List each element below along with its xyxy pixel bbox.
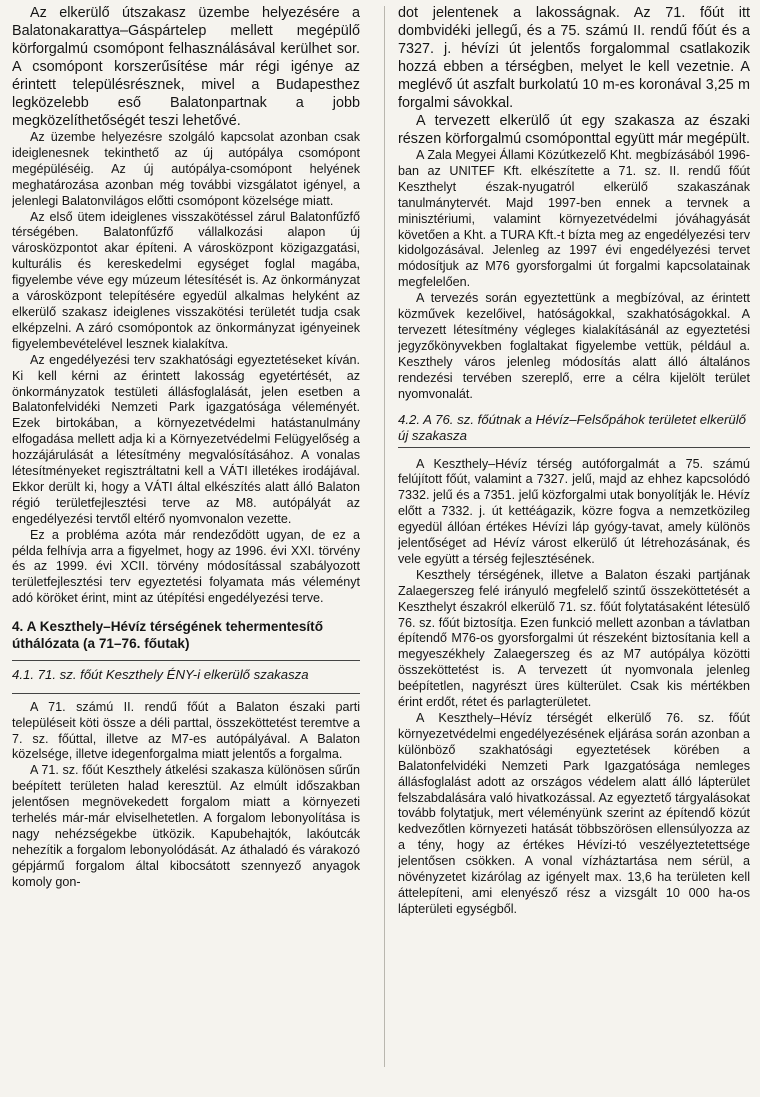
paragraph: Keszthely térségének, illetve a Balaton északi partjának Zalaegerszeg felé irányuló megfelelő szintű összeköttetését a Keszthelyt északról elkerülő 71. sz. főút folytatásaként létesülő 76. sz. főút biztosítja. Ezen funkció mellett azonban a távlatban építendő M76-os gyorsforgalmi út részeként biztosítania kell a megyeszékhely Zalaegerszeg és az M7 autópálya közötti összeköttetést is. A tervezett út nyomvonala jelenleg beépítetlen, nagyrészt üres külterület. Csak kis mértékben érint erdőt, rétet és parlagterületet. xyxy=(398,567,750,710)
right-column xyxy=(398,4,750,1097)
paragraph: A tervezett elkerülő út egy szakasza az északi részen körforgalmú csomóponttal együtt már megépült. xyxy=(398,113,750,147)
paragraph: A Zala Megyei Állami Közútkezelő Kht. megbízásából 1996-ban az UNITEF Kft. elkészítette a 71. sz. II. rendű főút Keszthelyt észak-nyugatról elkerülő szakaszának tanulmánytervét. Majd 1997-ben ennek a tervnek a minisztériumi, valamint környezetvédelmi jóváhagyását követően a Kht. a TURA Kft.-t bízta meg az engedélyezési terv kidolgozásával. Jelenleg az 1997 évi engedélyezési tervet módosítjuk az M76 gyorsforgalmi út forgalmi kapcsolatainak megfelelően. xyxy=(398,148,750,290)
paragraph-continued: dot jelentenek a lakosságnak. Az 71. főút itt dombvidéki jellegű, és a 75. számú II. rendű főút és a 7327. j. hévízi út jelentős forgalommal csatlakozik hozzá ebben a térségben, melyet le kell vezetnie. A meglévő út aszfalt burkolatú 10 m-es koronával 3,25 m forgalmi sávokkal. xyxy=(398,5,750,111)
section-4-heading: 4. A Keszthely–Hévíz térségének tehermentesítő úthálózata (a 71–76. főutak) xyxy=(12,619,324,651)
heading-rule xyxy=(12,693,360,694)
paragraph: A Keszthely–Hévíz térség autóforgalmát a 75. számú felújított főút, valamint a 7327. jelű, majd az ehhez kapcsolódó 7332. jelű és a 7351. jelű közforgalmi utak bonyolítják le. Hévíz előtt a 7332. j. út kettéágazik, közre fogva a nemzetközileg egyedül állóan értékes Hévízi láp gyógy-tavat, amely különös jelentőséget ad Hévíz várost elkerülő út létrehozásának, és vele együtt a térség fejlesztésének. xyxy=(398,456,750,566)
paragraph: A tervezés során egyeztettünk a megbízóval, az érintett közművek kezelőivel, hatóságokkal, szakhatóságokkal. A tervezett létesítmény végleges kialakításánál az egyeztetési jegyzőkönyvekben foglaltakat figyelembe vettük, például a. Keszthely város jelenleg módosítás alatt álló általános rendezési tervében szereplő, erre a célra kijelölt terület nyomvonalát. xyxy=(398,291,750,401)
spacer xyxy=(12,607,360,615)
heading-rule xyxy=(12,660,360,661)
left-column xyxy=(12,4,360,1097)
paragraph: Ez a probléma azóta már rendeződött ugyan, de ez a példa felhívja arra a figyelmet, hogy az 1996. évi XXI. törvény és az 1999. évi XCII. törvény módosítással szabályozott területfejlesztési terv egyeztetési folyamata más véleményt adó köröket érint, mint az útépítési engedélyezési terve. xyxy=(12,527,360,606)
column-divider xyxy=(384,6,385,1067)
paragraph: A Keszthely–Hévíz térségét elkerülő 76. sz. főút környezetvédelmi engedélyezésének eljárása során azonban a különböző szakhatósági egyeztetések körében a Balatonfelvidéki Nemzeti Park Igazgatósága nemleges állásfoglalást adott az országos védelem alatt álló lápterület felszabdalására való hivatkozással. Az egyeztető tárgyalásokat tovább folytatjuk, mert véleményünk szerint az építendő közút kedvezőtlen környezeti hatását többszörösen ellensúlyozza az a tény, hogy az értékes Hévízi-tó veszélyeztetettsége jelentősen csökken. A vonal vízháztartása nem sérül, a növényzetet kizárólag az igényelt max. 13,6 ha területen kell áttelepíteni, ami elenyésző rész a vizsgált 10 000 ha-os lápterületi egységből. xyxy=(398,711,750,916)
paragraph: A 71. számú II. rendű főút a Balaton északi parti településeit köti össze a déli parttal, összeköttetést teremtve a 7. sz. főúttal, illetve az M7-es autópályával. A Balaton közelsége, illetve idegenforgalma miatt jelentős a forgalma. xyxy=(12,699,360,762)
paragraph: Az első ütem ideiglenes visszakötéssel zárul Balatonfűzfő térségében. Balatonfűzfő vállalkozási alapon új városközpontot akar építeni. A városközpont közigazgatási, kulturális és kereskedelmi egységet foglal magába, figyelembe véve egy múzeum létesítését is. Az önkormányzat a városközpont telepítésére egyedül alkalmas helyként az elkerülő szakasz ideiglenes visszakötési területét tudja csak elképzelni. A záró csomópontok az önkormányzat igényeinek figyelembevételével lesznek kialakítva. xyxy=(12,209,360,351)
paragraph: Az elkerülő útszakasz üzembe helyezésére a Balatonakarattya–Gáspártelep mellett megépülő körforgalmú csomópont felhasználásával kerülhet sor. A csomópont korszerűsítése már régi igénye az érintett településrésznek, mivel a Budapesthez legközelebb eső Balatonpartnak a jobb megközelíthetőségét teszi lehetővé. xyxy=(12,5,360,129)
subsection-4-1-heading: 4.1. 71. sz. főút Keszthely ÉNY-i elkerülő szakasza xyxy=(12,667,309,683)
paragraph: Az üzembe helyezésre szolgáló kapcsolat azonban csak ideiglenesnek tekinthető az új autópálya csomópont megépüléséig. Az új autópálya-csomópont helyének meghatározása azonban még további vizsgálatot igényel, a jelenlegi Balatonvilágos előtti csomópont közelsége miatt. xyxy=(12,130,360,208)
paragraph: A 71. sz. főút Keszthely átkelési szakasza különösen sűrűn beépített területen halad keresztül. Az elmúlt időszakban jelentősen megnövekedett forgalom miatt a környezeti terhelés már-már elviselhetetlen. A forgalom lebonyolítása is nagy nehézségekbe ütközik. Kapubehajtók, lakóutcák nehezítik a forgalom lebonyolódását. Az áthaladó és várakozó gépjármű forgalom által kibocsátott szennyező anyagok komoly gon- xyxy=(12,763,360,889)
subsection-4-2-heading: 4.2. A 76. sz. főútnak a Hévíz–Felsőpáhok területet elkerülő új szakasza xyxy=(398,412,750,448)
paragraph: Az engedélyezési terv szakhatósági egyeztetéseket kíván. Ki kell kérni az érintett lakosság egyetértését, az önkormányzatok testületi állásfoglalását, jelen esetben a Balatonfelvidéki Nemzeti Park igazgatósága véleményét. Ezek birtokában, a környezetvédelmi hatástanulmány elfogadása mellett adja ki a Környezetvédelmi Felügyelőség a hozzájárulását a létesítmény megvalósításához. A vonalas létesítményeket regisztráltatni kell a VÁTI illetékes irodájával. Ekkor derült ki, hogy a VÁTI által elkészítés alatt álló Balaton régió területfejlesztési terve az M8. autópályát az engedélyezési tervtől eltérő nyomvonalon vezette. xyxy=(12,352,360,526)
